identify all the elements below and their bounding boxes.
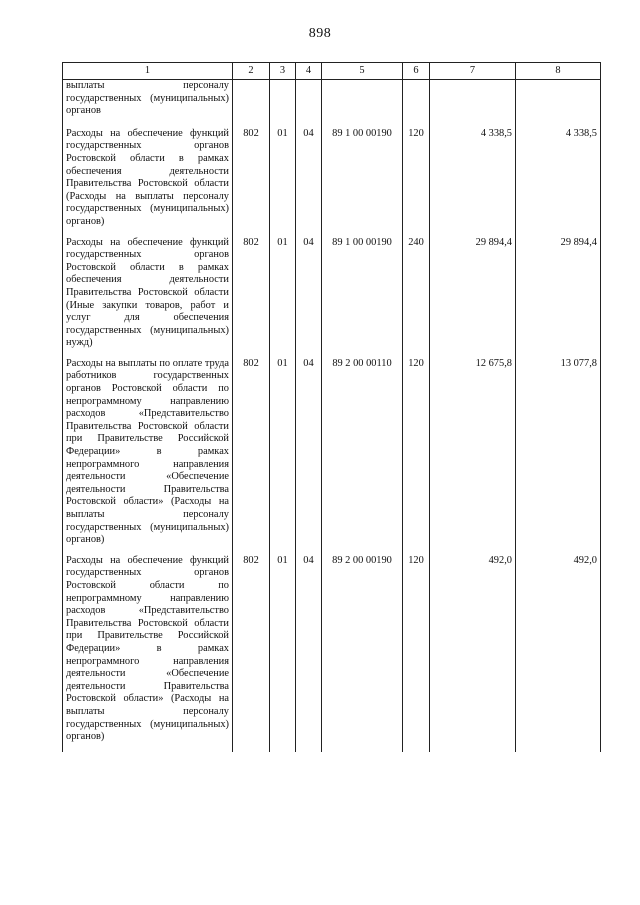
- expense-type-code: 120: [403, 358, 430, 555]
- department-code: 802: [233, 555, 270, 752]
- column-header: 7: [430, 63, 516, 80]
- column-header: 2: [233, 63, 270, 80]
- amount-year-2: 4 338,5: [516, 128, 601, 237]
- subsection-code: 04: [296, 555, 322, 752]
- column-header: 6: [403, 63, 430, 80]
- column-header: 5: [322, 63, 403, 80]
- subsection-code: [296, 80, 322, 128]
- table-row: [63, 237, 601, 358]
- section-code: 01: [270, 237, 296, 358]
- table-row: [63, 555, 601, 752]
- section-code: 01: [270, 128, 296, 237]
- department-code: 802: [233, 237, 270, 358]
- amount-year-1: 12 675,8: [430, 358, 516, 555]
- row-description: Расходы на выплаты по оплате труда работников государственных органов Ростовской области по непрограммному направлению расходов «Представительство Правительства Ростовской области при Правительстве Российской Федерации» в рамках непрограммного направления деятельности «Обеспечение деятельности Правительства Ростовской области» (Расходы на выплаты персоналу государственных (муниципальных) органов): [63, 358, 233, 555]
- amount-year-1: 4 338,5: [430, 128, 516, 237]
- table-row: [63, 128, 601, 237]
- target-article-code: 89 2 00 00190: [322, 555, 403, 752]
- subsection-code: 04: [296, 128, 322, 237]
- budget-table: [62, 62, 601, 752]
- column-header: 8: [516, 63, 601, 80]
- subsection-code: 04: [296, 237, 322, 358]
- amount-year-2: 13 077,8: [516, 358, 601, 555]
- department-code: [233, 80, 270, 128]
- row-description: выплаты персоналу государственных (муниципальных) органов: [63, 80, 233, 128]
- expense-type-code: 240: [403, 237, 430, 358]
- column-header: 3: [270, 63, 296, 80]
- section-code: 01: [270, 358, 296, 555]
- row-description: Расходы на обеспечение функций государственных органов Ростовской области в рамках обеспечения деятельности Правительства Ростовской области (Расходы на выплаты персоналу государственных (муниципальных) органов): [63, 128, 233, 237]
- amount-year-1: 492,0: [430, 555, 516, 752]
- target-article-code: 89 1 00 00190: [322, 128, 403, 237]
- column-header: 1: [63, 63, 233, 80]
- table-header-row: [63, 63, 601, 80]
- target-article-code: 89 2 00 00110: [322, 358, 403, 555]
- amount-year-2: [516, 80, 601, 128]
- subsection-code: 04: [296, 358, 322, 555]
- row-description: Расходы на обеспечение функций государственных органов Ростовской области по непрограммному направлению расходов «Представительство Правительства Ростовской области при Правительстве Российской Федерации» в рамках непрограммного направления деятельности «Обеспечение деятельности Правительства Ростовской области» (Расходы на выплаты персоналу государственных (муниципальных) органов): [63, 555, 233, 752]
- section-code: [270, 80, 296, 128]
- column-header: 4: [296, 63, 322, 80]
- amount-year-2: 492,0: [516, 555, 601, 752]
- department-code: 802: [233, 358, 270, 555]
- amount-year-1: 29 894,4: [430, 237, 516, 358]
- target-article-code: [322, 80, 403, 128]
- amount-year-1: [430, 80, 516, 128]
- table-row: [63, 358, 601, 555]
- amount-year-2: 29 894,4: [516, 237, 601, 358]
- expense-type-code: [403, 80, 430, 128]
- department-code: 802: [233, 128, 270, 237]
- section-code: 01: [270, 555, 296, 752]
- row-description: Расходы на обеспечение функций государственных органов Ростовской области в рамках обеспечения деятельности Правительства Ростовской области (Иные закупки товаров, работ и услуг для обеспечения государственных (муниципальных) нужд): [63, 237, 233, 358]
- expense-type-code: 120: [403, 555, 430, 752]
- page-number: 898: [308, 26, 332, 41]
- target-article-code: 89 1 00 00190: [322, 237, 403, 358]
- expense-type-code: 120: [403, 128, 430, 237]
- table-row: [63, 80, 601, 128]
